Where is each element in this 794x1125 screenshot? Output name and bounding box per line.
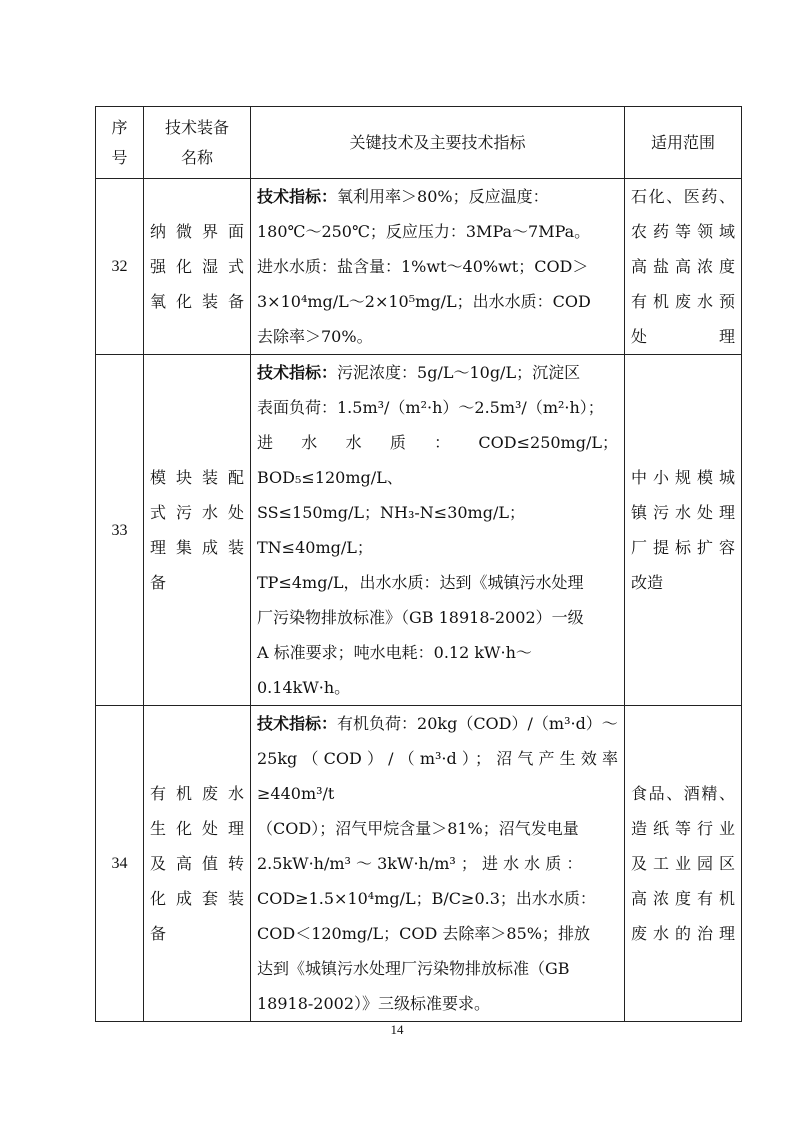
spec-line: 18918-2002）》三级标准要求。 [257, 994, 491, 1013]
scope-line: 高浓度有机 [631, 889, 735, 908]
scope-line: 废水的治理 [631, 924, 735, 943]
equipment-name [144, 355, 251, 706]
equipment-name [144, 179, 251, 355]
header-spec: 关键技术及主要技术指标 [251, 107, 625, 179]
spec-line: （COD）；沼气甲烷含量＞81%；沼气发电量 [257, 819, 579, 838]
name-line: 理集成装 [150, 538, 244, 557]
spec-line: 2.5kW·h/m³ ～ 3kW·h/m³ ； 进 水 水 质 ： [257, 854, 583, 873]
scope-line: 镇污水处理 [631, 503, 735, 522]
header-scope: 适用范围 [625, 107, 742, 179]
name-line: 式污水处 [150, 503, 244, 522]
spec-line: 3×10⁴mg/L～2×10⁵mg/L；出水水质：COD [257, 292, 591, 311]
scope-line: 石化、医药、 [631, 187, 735, 206]
spec-line: COD＜120mg/L；COD 去除率＞85%；排放 [257, 924, 590, 943]
header-name-line: 技术装备 [164, 117, 229, 137]
scope-line: 农药等领域 [631, 222, 735, 241]
scope-line: 食品、酒精、 [631, 784, 735, 803]
spec-line: TP≤4mg/L，出水水质：达到《城镇污水处理 [257, 573, 584, 592]
scope-line: 高盐高浓度 [631, 257, 735, 276]
spec-line: 表面负荷：1.5m³/（m²·h）～2.5m³/（m²·h）； [257, 398, 604, 417]
spec-line: 进水水质：COD≤250mg/L；BOD₅≤120mg/L、 [257, 433, 618, 487]
spec-line: 达到《城镇污水处理厂污染物排放标准（GB [257, 959, 570, 978]
row-number: 32 [96, 179, 144, 355]
tech-spec [251, 179, 625, 355]
name-line: 及高值转 [150, 854, 244, 873]
spec-label: 技术指标： [257, 363, 338, 382]
header-num-line: 号 [111, 147, 128, 167]
scope-line: 厂提标扩容 [631, 538, 735, 557]
name-line: 化成套装 [150, 889, 244, 908]
tech-spec [251, 706, 625, 1022]
name-line: 备 [150, 924, 167, 943]
spec-line: 0.14kW·h。 [257, 678, 351, 697]
table-header-row [96, 107, 742, 179]
header-name-line: 名称 [180, 147, 213, 167]
name-line: 强化湿式 [150, 257, 244, 276]
equipment-name [144, 706, 251, 1022]
table-row [96, 706, 742, 1022]
spec-line: 去除率＞70%。 [257, 327, 373, 346]
row-number: 33 [96, 355, 144, 706]
row-number: 34 [96, 706, 144, 1022]
name-line: 生化处理 [150, 819, 244, 838]
header-num [96, 107, 144, 179]
spec-label: 技术指标： [257, 187, 338, 206]
spec-line: SS≤150mg/L；NH₃-N≤30mg/L；TN≤40mg/L； [257, 503, 525, 557]
scope-line: 处理 [631, 327, 735, 346]
spec-line: 厂污染物排放标准》（GB 18918-2002）一级 [257, 608, 584, 627]
spec-line: COD≥1.5×10⁴mg/L；B/C≥0.3；出水水质： [257, 889, 596, 908]
spec-label: 技术指标： [257, 714, 338, 733]
spec-line: 污泥浓度：5g/L～10g/L；沉淀区 [337, 363, 581, 382]
name-line: 模块装配 [150, 468, 244, 487]
header-name [144, 107, 251, 179]
spec-line: 25kg（COD）/（m³·d）；沼气产生效率≥440m³/t [257, 749, 618, 803]
scope-line: 有机废水预 [631, 292, 735, 311]
spec-line: A 标准要求；吨水电耗：0.12 kW·h～ [257, 643, 532, 662]
scope-line: 改造 [631, 573, 664, 592]
spec-line: 有机负荷：20kg（COD）/（m³·d）～ [337, 714, 618, 733]
tech-spec [251, 355, 625, 706]
spec-line: 180℃～250℃；反应压力：3MPa～7MPa。 [257, 222, 591, 241]
application-scope [625, 355, 742, 706]
name-line: 氧化装备 [150, 292, 244, 311]
equipment-table [95, 106, 742, 1022]
spec-line: 氧利用率＞80%；反应温度： [337, 187, 549, 206]
table-row [96, 355, 742, 706]
header-num-line: 序 [111, 117, 128, 137]
name-line: 有机废水 [150, 784, 244, 803]
scope-line: 及工业园区 [631, 854, 735, 873]
table-row [96, 179, 742, 355]
page-number: 14 [390, 1022, 404, 1037]
name-line: 备 [150, 573, 167, 592]
scope-line: 中小规模城 [631, 468, 735, 487]
application-scope [625, 706, 742, 1022]
name-line: 纳微界面 [150, 222, 244, 241]
application-scope [625, 179, 742, 355]
scope-line: 造纸等行业 [631, 819, 735, 838]
spec-line: 进水水质：盐含量：1%wt～40%wt；COD＞ [257, 257, 589, 276]
